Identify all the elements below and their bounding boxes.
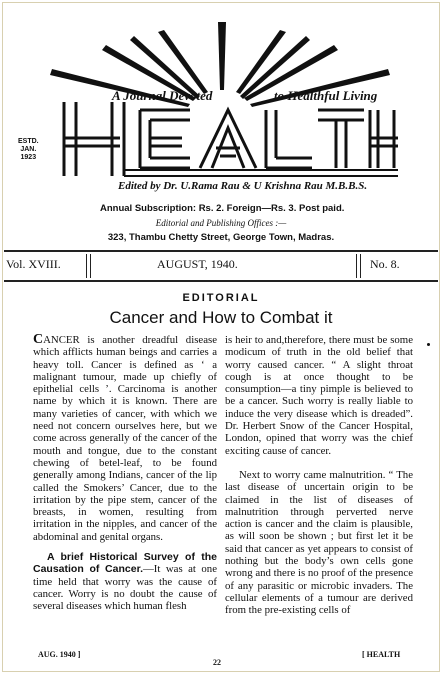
footer-journal: [ HEALTH — [362, 650, 401, 659]
paragraph — [33, 334, 217, 543]
divider — [356, 254, 361, 278]
subheading: A brief Historical Survey of the Causation of Cancer. — [33, 551, 217, 576]
small-caps-word: ANCER — [43, 334, 80, 346]
estd-label: ESTD. — [18, 138, 39, 145]
office-address: 323, Thambu Chetty Street, George Town, Madras. — [107, 232, 335, 243]
estd-year: 1923 — [20, 154, 37, 161]
issue-bar — [4, 250, 438, 282]
issue-number: No. 8. — [370, 257, 400, 271]
editors-line: Edited by Dr. U.Rama Rau & U Krishna Rau M.B.B.S. — [118, 180, 368, 192]
issue-date: AUGUST, 1940. — [157, 257, 238, 271]
volume-number: Vol. XVIII. — [6, 257, 61, 271]
paragraph — [33, 551, 217, 612]
section-heading: EDITORIAL — [182, 292, 260, 304]
tagline-right: to Healthful Living — [274, 88, 378, 103]
office-label: Editorial and Publishing Offices :— — [155, 218, 287, 228]
paragraph-text: is heir to and,therefore, there must be some modicum of truth in the old belief that worry caused cancer. “ A slight throat cough is at once thought to be consumption—a tiny pimple is believed to be a cancer. Such worry is really liable to induce the very disease which is dreaded”. Dr. Herbert Snow of the Cancer Hospital, London, opined that worry was the chief exciting cause of cancer. — [225, 334, 413, 457]
paragraph-text: Next to worry came malnutrition. “ The last disease of uncertain origin to be claimed in the list of diseases of malnutrition through perverted nerve action is cancer and the claim is plausible, as will soon be shown ; but first let it be said that cancer as yet appears to consist of nothing but the body’s own cells gone wrong and there is no proof of the presence of any parasitic or microbic invaders. The cellular elements of a tumour are derived from the pre-existing cells of — [225, 468, 413, 617]
paragraph-text: is another dreadful disease which afflicts human beings and carries a heavy toll. Cancer is defined as ‘ a malignant tumour, made up chiefly of epithelial cells ’. Carcinoma is another name by which it is known. There are many varieties of cancer, with which we need not concern ourselves here, but we come across generally of the cancer of the mouth and tongue, due to the constant chewing of betel-leaf, to be found generally among Indians, cancer of the lip called the Smokers’ Cancer, due to the irritation by the pipe stem, cancer of the breasts, in women, resulting from irritation in the nipples, and cancer of the abdominal and genital organs. — [33, 334, 217, 543]
page-number: 22 — [213, 658, 221, 667]
footer-date: AUG. 1940 ] — [38, 650, 81, 659]
drop-cap: C — [33, 332, 44, 347]
article-column-left — [33, 334, 217, 613]
article-column-right — [225, 334, 413, 617]
divider — [86, 254, 91, 278]
health-logo — [60, 98, 400, 180]
paragraph-text: —It was at one time held that worry was the cause of cancer. Worry is no doubt the cause of several diseases which human flesh — [33, 563, 217, 613]
article-title: Cancer and How to Combat it — [109, 308, 333, 327]
print-speck — [427, 343, 430, 346]
tagline-left: A Journal Devoted — [112, 88, 213, 103]
established-date — [18, 138, 39, 162]
subscription-line: Annual Subscription: Rs. 2. Foreign—Rs. 3. Post paid. — [100, 203, 345, 214]
estd-month: JAN. — [20, 146, 37, 153]
